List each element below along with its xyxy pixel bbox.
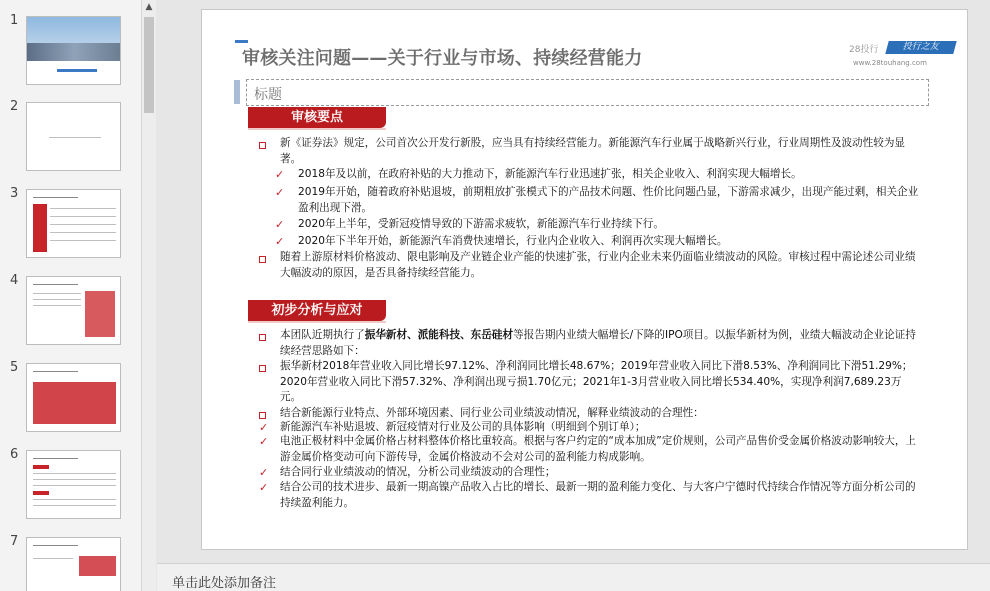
list-item: 新能源汽车补贴退坡、新冠疫情对行业及公司的具体影响（明细到个别订单）； <box>280 421 646 433</box>
slide-thumbnail-7[interactable] <box>26 537 121 591</box>
scroll-up-icon[interactable]: ▲ <box>145 2 153 12</box>
list-item <box>280 328 920 359</box>
list-item: 新《证券法》规定，公司首次公开发行新股，应当具有持续经营能力。新能源汽车行业属于战略新兴行业，行业周期性及波动性较为显著。 <box>280 137 906 165</box>
brand-prefix: 28投行 <box>849 45 879 55</box>
brand-badge: 投行之友 <box>885 41 956 54</box>
thumbnail-number: 4 <box>10 273 19 288</box>
highlight-projects: 振华新材、派能科技、东岳硅材 <box>364 329 514 341</box>
check-bullet-icon: ✓ <box>275 235 285 248</box>
square-bullet-icon <box>259 256 266 263</box>
item-text: 本团队近期执行了 <box>280 329 365 341</box>
thumbnail-number: 7 <box>10 534 19 549</box>
brand-logo <box>849 41 959 71</box>
slide-thumbnail-6[interactable] <box>26 450 121 519</box>
slide-thumbnail-5[interactable] <box>26 363 121 432</box>
section-header-analysis: 初步分析与应对 <box>248 300 386 321</box>
square-bullet-icon <box>259 365 266 372</box>
list-item: 结合同行业业绩波动的情况，分析公司业绩波动的合理性； <box>280 466 556 478</box>
list-item: 2020年上半年，受新冠疫情导致的下游需求疲软，新能源汽车行业持续下行。 <box>298 218 664 230</box>
square-bullet-icon <box>259 142 266 149</box>
brand-url: www.28touhang.com <box>853 59 927 67</box>
check-bullet-icon: ✓ <box>275 186 285 199</box>
list-item: 结合新能源行业特点、外部环境因素、同行业公司业绩波动情况，解释业绩波动的合理性： <box>280 407 704 419</box>
check-bullet-icon: ✓ <box>259 466 269 479</box>
list-item: 电池正极材料中金属价格占材料整体价格比重较高。根据与客户约定的“成本加成”定价规则，公司产品售价受金属价格波动影响较大，上游金属价格变动可向下游传导，金属价格波动不会对公司的盈利能力构成影响。 <box>280 435 917 463</box>
slide-thumbnail-1[interactable] <box>26 16 121 85</box>
title-accent-bar <box>235 40 248 43</box>
list-item: 随着上游原材料价格波动、限电影响及产业链企业产能的快速扩张，行业内企业未来仍面临业绩波动的风险。审核过程中需论述公司业绩大幅波动的原因，是否具备持续经营能力。 <box>280 251 916 279</box>
scrollbar-thumb[interactable] <box>144 17 154 113</box>
thumbnail-scrollbar[interactable] <box>141 0 156 591</box>
list-item: 2020年下半年开始，新能源汽车消费快速增长，行业内企业收入、利润再次实现大幅增长。 <box>298 235 728 247</box>
item-text: 等报告期内业绩大幅增长/下降的IPO项目。以振华新材为例，业绩大幅波动企业论证持续经营思路如下： <box>280 329 916 357</box>
slide-canvas[interactable] <box>201 9 968 550</box>
thumbnail-number: 3 <box>10 186 19 201</box>
placeholder-accent <box>234 80 240 104</box>
list-item: 结合公司的技术进步、最新一期高镍产品收入占比的增长、最新一期的盈利能力变化、与大客户宁德时代持续合作情况等方面分析公司的持续盈利能力。 <box>280 481 916 509</box>
placeholder-text: 标题 <box>254 87 282 103</box>
check-bullet-icon: ✓ <box>259 435 269 448</box>
thumbnail-number: 1 <box>10 13 19 28</box>
list-item: 2019年开始，随着政府补贴退坡，前期粗放扩张模式下的产品技术问题、性价比问题凸显，下游需求减少，出现产能过剩，相关企业盈利出现下滑。 <box>298 186 919 214</box>
slide-thumbnail-3[interactable] <box>26 189 121 258</box>
list-item: 2018年及以前，在政府补贴的大力推动下，新能源汽车行业迅速扩张，相关企业收入、利润实现大幅增长。 <box>298 168 802 180</box>
slide-thumbnail-2[interactable] <box>26 102 121 171</box>
thumbnail-number: 5 <box>10 360 19 375</box>
check-bullet-icon: ✓ <box>259 481 269 494</box>
notes-placeholder[interactable]: 单击此处添加备注 <box>172 576 277 591</box>
section-header-review-points: 审核要点 <box>248 107 386 128</box>
title-placeholder[interactable] <box>246 79 929 106</box>
notes-pane[interactable] <box>157 563 990 591</box>
check-bullet-icon: ✓ <box>259 421 269 434</box>
thumbnail-number: 6 <box>10 447 19 462</box>
square-bullet-icon <box>259 412 266 419</box>
slide-thumbnail-4[interactable] <box>26 276 121 345</box>
list-item: 振华新材2018年营业收入同比增长97.12%、净利润同比增长48.67%；2019年营业收入同比下滑8.53%、净利润同比下滑51.29%；2020年营业收入同比下滑57.32%、净利润出现亏损1.70亿元；2021年1-3月营业收入同比增长534.40%，实现净利润7,689.23万元。 <box>280 360 913 403</box>
slide-thumbnail-pane <box>0 0 141 591</box>
slide-editor <box>157 0 990 563</box>
slide-title[interactable]: 审核关注问题——关于行业与市场、持续经营能力 <box>242 48 643 69</box>
thumbnail-number: 2 <box>10 99 19 114</box>
square-bullet-icon <box>259 334 266 341</box>
check-bullet-icon: ✓ <box>275 168 285 181</box>
check-bullet-icon: ✓ <box>275 218 285 231</box>
